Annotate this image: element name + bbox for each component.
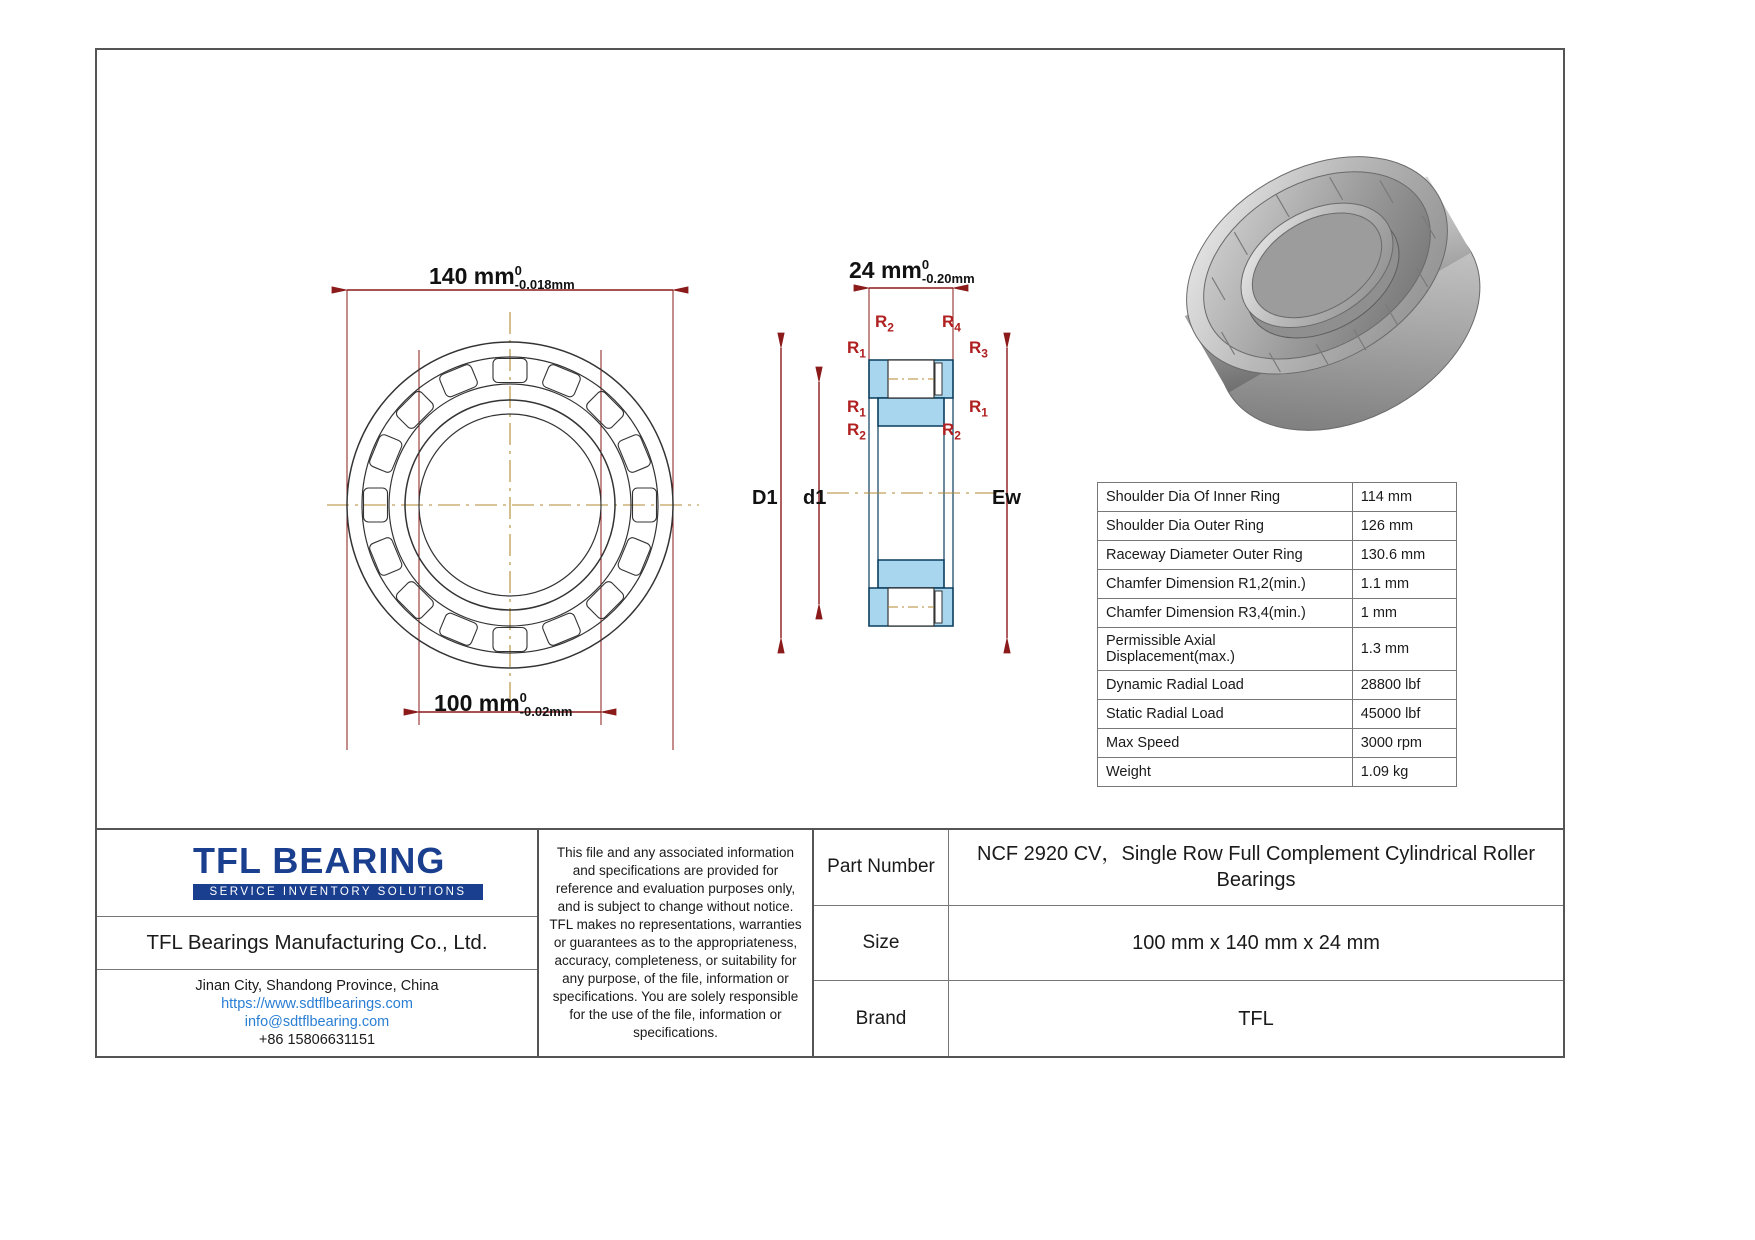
- chamfer-label-r1-mid-right: $R_1$: [969, 397, 988, 420]
- table-row: [1098, 729, 1457, 758]
- chamfer-label-r4: $R_4$: [942, 312, 961, 335]
- dimension-width-value: 24 mm: [849, 257, 922, 283]
- chamfer-label-r1-top-left: $R_1$: [847, 338, 866, 361]
- size-row: [814, 906, 1563, 982]
- company-contact: [97, 970, 537, 1056]
- dim-inner-tol-lower: -0.02mm: [519, 703, 573, 719]
- part-number-row: [814, 830, 1563, 906]
- dimension-inner-diameter-value: 100 mm: [434, 690, 520, 716]
- logo-main-text: TFL BEARING: [193, 840, 446, 881]
- spec-key: Shoulder Dia Outer Ring: [1098, 512, 1353, 541]
- company-logo: [97, 830, 537, 917]
- spec-key: Max Speed: [1098, 729, 1353, 758]
- disclaimer-text: This file and any associated information and specifications are provided for reference and evaluation purposes only, and is subject to change without notice. TFL makes no representations, warranties or guarantees as to the appropriateness, accuracy, completeness, or suitability for any purpose, of the file, information or specifications. You are solely responsible for the use of the file, information or specifications.: [539, 830, 814, 1056]
- spec-value: 126 mm: [1352, 512, 1456, 541]
- spec-value: 114 mm: [1352, 483, 1456, 512]
- table-row: [1098, 512, 1457, 541]
- chamfer-label-r3: $R_3$: [969, 338, 988, 361]
- company-address: Jinan City, Shandong Province, China: [195, 978, 439, 994]
- spec-value: 1.09 kg: [1352, 758, 1456, 787]
- table-row: [1098, 671, 1457, 700]
- spec-value: 28800 lbf: [1352, 671, 1456, 700]
- spec-key: Weight: [1098, 758, 1353, 787]
- specification-table: [1097, 482, 1457, 787]
- table-row: [1098, 758, 1457, 787]
- table-row: [1098, 700, 1457, 729]
- size-value: 100 mm x 140 mm x 24 mm: [1132, 932, 1380, 954]
- spec-key: Chamfer Dimension R1,2(min.): [1098, 570, 1353, 599]
- table-row: [1098, 628, 1457, 671]
- title-block-company-panel: [97, 830, 539, 1056]
- spec-key: Dynamic Radial Load: [1098, 671, 1353, 700]
- company-name: TFL Bearings Manufacturing Co., Ltd.: [97, 917, 537, 970]
- brand-label: Brand: [814, 981, 949, 1056]
- spec-value: 1 mm: [1352, 599, 1456, 628]
- label-d1: d1: [803, 487, 827, 509]
- dim-outer-tol-lower: -0.018mm: [514, 276, 575, 292]
- part-number-label: Part Number: [814, 830, 949, 905]
- spec-value: 1.3 mm: [1352, 628, 1456, 671]
- table-row: [1098, 483, 1457, 512]
- dim-width-tol-lower: -0.20mm: [921, 270, 975, 286]
- spec-key: Raceway Diameter Outer Ring: [1098, 541, 1353, 570]
- label-Ew: Ew: [992, 487, 1021, 509]
- dimension-outer-diameter: [429, 263, 575, 292]
- section-view-drawing: [757, 230, 1057, 700]
- chamfer-label-r2-bottom-left: $R_2$: [847, 420, 866, 443]
- size-label: Size: [814, 906, 949, 981]
- part-info-panel: [814, 830, 1563, 1056]
- brand-value: TFL: [1238, 1007, 1274, 1030]
- company-email[interactable]: info@sdtflbearing.com: [244, 1014, 390, 1030]
- spec-key: Static Radial Load: [1098, 700, 1353, 729]
- company-phone: +86 15806631151: [258, 1032, 376, 1048]
- spec-value: 3000 rpm: [1352, 729, 1456, 758]
- spec-value: 130.6 mm: [1352, 541, 1456, 570]
- spec-key: Shoulder Dia Of Inner Ring: [1098, 483, 1353, 512]
- chamfer-label-r1-mid-left: $R_1$: [847, 397, 866, 420]
- title-block: [97, 828, 1563, 1056]
- part-number-value: NCF 2920 CV，Single Row Full Complement Cylindrical Roller Bearings: [977, 843, 1535, 892]
- spec-value: 1.1 mm: [1352, 570, 1456, 599]
- logo-sub-text: SERVICE INVENTORY SOLUTIONS: [193, 884, 483, 900]
- chamfer-label-r2-bottom-right: $R_2$: [942, 420, 961, 443]
- table-row: [1098, 570, 1457, 599]
- logo-circle-icon: [129, 844, 185, 900]
- drawing-sheet: [95, 48, 1565, 1058]
- spec-key: Permissible Axial Displacement(max.): [1098, 628, 1353, 671]
- company-website[interactable]: https://www.sdtflbearings.com: [221, 996, 413, 1012]
- table-row: [1098, 541, 1457, 570]
- spec-key: Chamfer Dimension R3,4(min.): [1098, 599, 1353, 628]
- label-D1: D1: [752, 487, 778, 509]
- front-view-drawing: [307, 230, 727, 750]
- spec-value: 45000 lbf: [1352, 700, 1456, 729]
- dimension-inner-diameter: [434, 690, 572, 719]
- dim-inner-tol-upper: 0: [519, 690, 527, 706]
- dimension-width: [849, 257, 975, 286]
- brand-row: [814, 981, 1563, 1056]
- chamfer-label-r2-top-left: $R_2$: [875, 312, 894, 335]
- logo-wordmark: [193, 840, 483, 900]
- table-row: [1098, 599, 1457, 628]
- dimension-outer-diameter-value: 140 mm: [429, 263, 515, 289]
- dim-width-tol-upper: 0: [921, 257, 930, 273]
- bearing-3d-render: [1172, 120, 1502, 480]
- dim-outer-tol-upper: 0: [514, 263, 522, 279]
